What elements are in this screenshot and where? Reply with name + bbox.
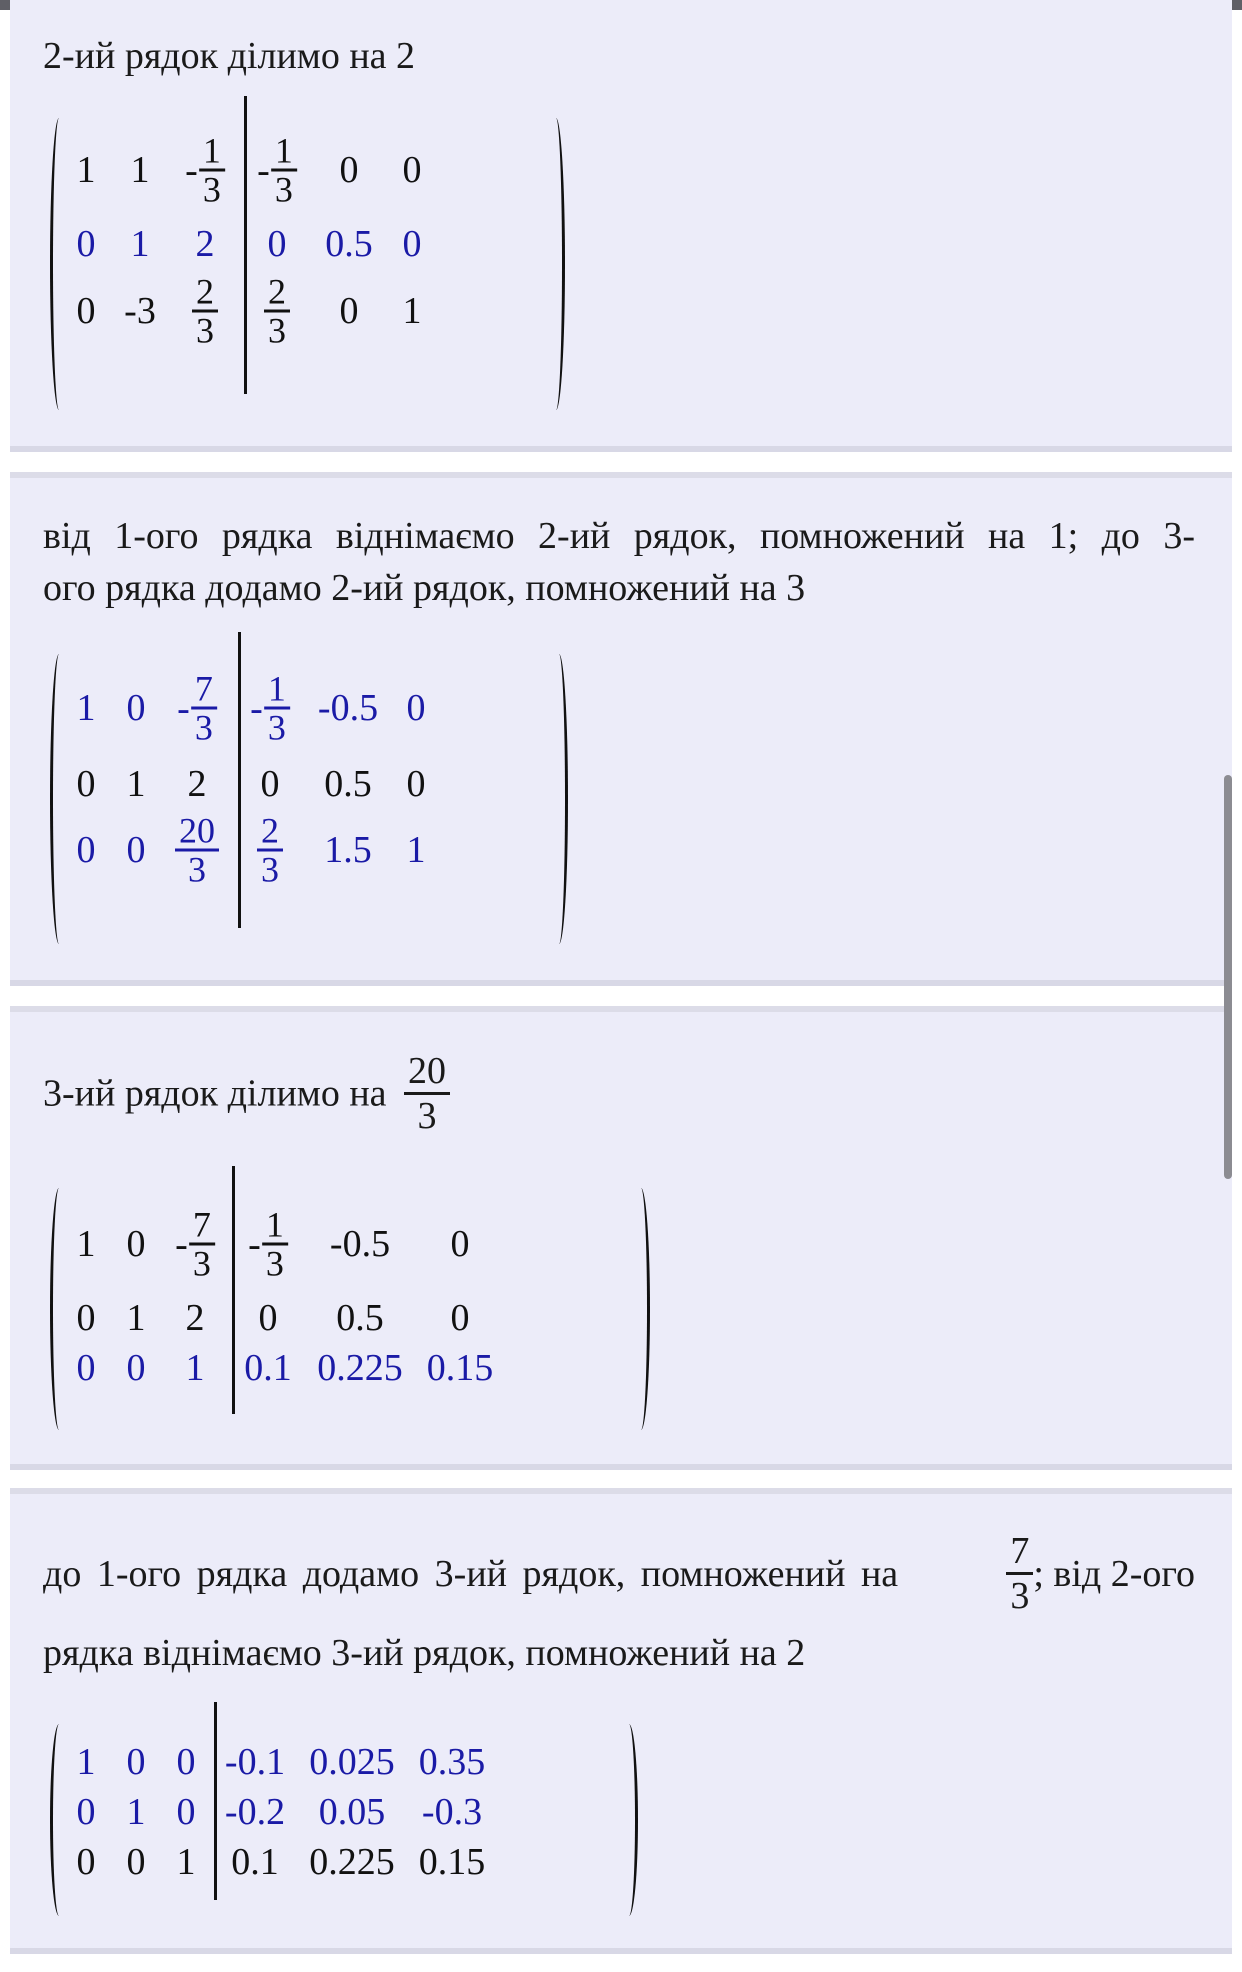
matrix-cell — [175, 1204, 215, 1284]
matrix-cell — [250, 668, 290, 748]
left-bracket — [50, 1188, 68, 1430]
step-text: ; від 2-ого — [1033, 1552, 1195, 1595]
matrix-cell: 0.5 — [324, 763, 372, 805]
step-text: 3-ий рядок ділимо на — [43, 1072, 387, 1115]
minus-sign: - — [185, 149, 198, 191]
step-card-2 — [10, 472, 1232, 986]
step-text-line: від 1-ого рядка віднімаємо 2-ий рядок, помножений на 1; до 3- — [43, 515, 1195, 557]
augment-separator — [244, 96, 247, 394]
matrix-cell — [257, 810, 283, 890]
fraction: $\frac{2}{3}$ — [264, 274, 290, 349]
matrix-cell — [177, 668, 217, 748]
matrix-cell: 0 — [126, 1841, 146, 1883]
fraction: $\frac{1}{3}$ — [262, 1207, 288, 1282]
matrix-cell: 0.1 — [244, 1347, 292, 1389]
right-bracket — [620, 1724, 638, 1916]
matrix-cell: 0 — [339, 290, 359, 332]
minus-sign: - — [257, 149, 270, 191]
step-text: 2-ий рядок ділимо на 2 — [43, 35, 416, 77]
matrix-cell: 0.05 — [318, 1791, 386, 1833]
matrix-cell: -0.1 — [224, 1741, 286, 1783]
augmented-matrix — [50, 654, 568, 944]
matrix-cell — [192, 271, 218, 351]
augmented-matrix — [50, 1188, 650, 1430]
matrix-cell: 1.5 — [324, 829, 372, 871]
fraction: $\frac{1}{3}$ — [271, 133, 297, 208]
matrix-cell — [185, 130, 225, 210]
fraction: $\frac{7}{3}$ — [189, 1207, 215, 1282]
matrix-cell: -0.3 — [421, 1791, 483, 1833]
matrix-cell: 0 — [126, 687, 146, 729]
matrix-cell: 0 — [76, 1347, 96, 1389]
matrix-cell: 1 — [130, 223, 150, 265]
matrix-cell: 0.5 — [336, 1297, 384, 1339]
matrix-cell: -3 — [124, 290, 156, 332]
matrix-cell — [248, 1204, 288, 1284]
left-bracket — [50, 654, 68, 944]
matrix-cell: 0 — [402, 149, 422, 191]
matrix-cell: 0 — [339, 149, 359, 191]
augment-separator — [232, 1166, 235, 1414]
matrix-cell: 0 — [126, 1347, 146, 1389]
minus-sign: - — [250, 687, 263, 729]
step-text: до 1-ого рядка додамо 3-ий рядок, помножений на — [43, 1552, 899, 1595]
right-bracket — [547, 118, 565, 410]
matrix-cell: -0.5 — [329, 1223, 391, 1265]
matrix-cell: 0 — [76, 1841, 96, 1883]
matrix-cell: 1 — [126, 1791, 146, 1833]
matrix-cell: 0 — [76, 763, 96, 805]
matrix-cell: 2 — [187, 763, 207, 805]
step-card-4 — [10, 1488, 1232, 1954]
matrix-cell: 1 — [176, 1841, 196, 1883]
fraction — [1006, 1532, 1033, 1615]
fraction: $\frac{7}{3}$ — [191, 671, 217, 746]
matrix-cell — [257, 130, 297, 210]
matrix-cell: 0 — [267, 223, 287, 265]
matrix-cell: 0.5 — [325, 223, 373, 265]
matrix-cell: 2 — [195, 223, 215, 265]
matrix-cell: 0 — [126, 1223, 146, 1265]
matrix-cell: 0.225 — [309, 1841, 395, 1883]
fraction: $\frac{1}{3}$ — [199, 133, 225, 208]
fraction: $\frac{2}{3}$ — [192, 274, 218, 349]
fraction — [404, 1052, 450, 1135]
matrix-cell: 0.1 — [231, 1841, 279, 1883]
fraction-numerator: 7 — [1010, 1530, 1030, 1572]
left-bracket — [50, 1724, 68, 1916]
scrollbar[interactable] — [1224, 775, 1232, 1179]
fraction: $\frac{2}{3}$ — [257, 813, 283, 888]
augment-separator — [214, 1702, 217, 1900]
matrix-cell — [264, 271, 290, 351]
matrix-cell: 0 — [450, 1223, 470, 1265]
step-card-1 — [10, 0, 1232, 452]
matrix-cell: 0 — [450, 1297, 470, 1339]
matrix-cell: 1 — [76, 1741, 96, 1783]
matrix-cell: 1 — [406, 829, 426, 871]
matrix-cell: 0 — [260, 763, 280, 805]
matrix-cell: 0.025 — [309, 1741, 395, 1783]
matrix-cell: 0 — [402, 223, 422, 265]
matrix-cell: 0 — [126, 829, 146, 871]
matrix-cell: -0.5 — [317, 687, 379, 729]
matrix-cell: 1 — [185, 1347, 205, 1389]
matrix-cell: 1 — [402, 290, 422, 332]
matrix-cell: 1 — [130, 149, 150, 191]
matrix-cell: 0.35 — [418, 1741, 486, 1783]
matrix-cell: 2 — [185, 1297, 205, 1339]
matrix-cell: 0 — [126, 1741, 146, 1783]
matrix-cell: 0 — [76, 290, 96, 332]
matrix-cell: 1 — [76, 1223, 96, 1265]
fraction: $\frac{20}{3}$ — [175, 813, 219, 888]
step-text-line: рядка віднімаємо 3-ий рядок, помножений на 2 — [43, 1632, 806, 1674]
fraction: $\frac{1}{3}$ — [264, 671, 290, 746]
matrix-cell: 0.15 — [426, 1347, 494, 1389]
step-description — [43, 1052, 450, 1135]
matrix-cell: 1 — [126, 763, 146, 805]
matrix-cell: 0 — [76, 1791, 96, 1833]
minus-sign: - — [175, 1223, 188, 1265]
step-description — [43, 1532, 1195, 1679]
matrix-cell: 0 — [176, 1741, 196, 1783]
matrix-cell: 1 — [76, 687, 96, 729]
matrix-cell: 0 — [176, 1791, 196, 1833]
matrix-cell: 0 — [258, 1297, 278, 1339]
step-text-line: ого рядка додамо 2-ий рядок, помножений на 3 — [43, 567, 806, 609]
matrix-cell: 0 — [76, 829, 96, 871]
matrix-cell: 0.15 — [418, 1841, 486, 1883]
right-bracket — [632, 1188, 650, 1430]
matrix-cell: -0.2 — [224, 1791, 286, 1833]
step-description — [43, 30, 415, 82]
step-card-3 — [10, 1006, 1232, 1470]
matrix-cell: 1 — [76, 149, 96, 191]
matrix-cell: 1 — [126, 1297, 146, 1339]
step-description — [43, 510, 1195, 614]
augmented-matrix — [50, 1724, 638, 1916]
augmented-matrix — [50, 118, 565, 410]
fraction-numerator: 20 — [408, 1050, 447, 1092]
minus-sign: - — [248, 1223, 261, 1265]
matrix-cell — [175, 810, 219, 890]
fraction-denominator: 3 — [404, 1092, 450, 1135]
augment-separator — [238, 632, 241, 928]
matrix-cell: 0 — [406, 763, 426, 805]
matrix-cell: 0 — [76, 223, 96, 265]
minus-sign: - — [177, 687, 190, 729]
matrix-cell: 0.225 — [317, 1347, 403, 1389]
left-bracket — [50, 118, 68, 410]
right-bracket — [550, 654, 568, 944]
matrix-cell: 0 — [76, 1297, 96, 1339]
fraction-denominator: 3 — [1006, 1572, 1033, 1615]
matrix-cell: 0 — [406, 687, 426, 729]
